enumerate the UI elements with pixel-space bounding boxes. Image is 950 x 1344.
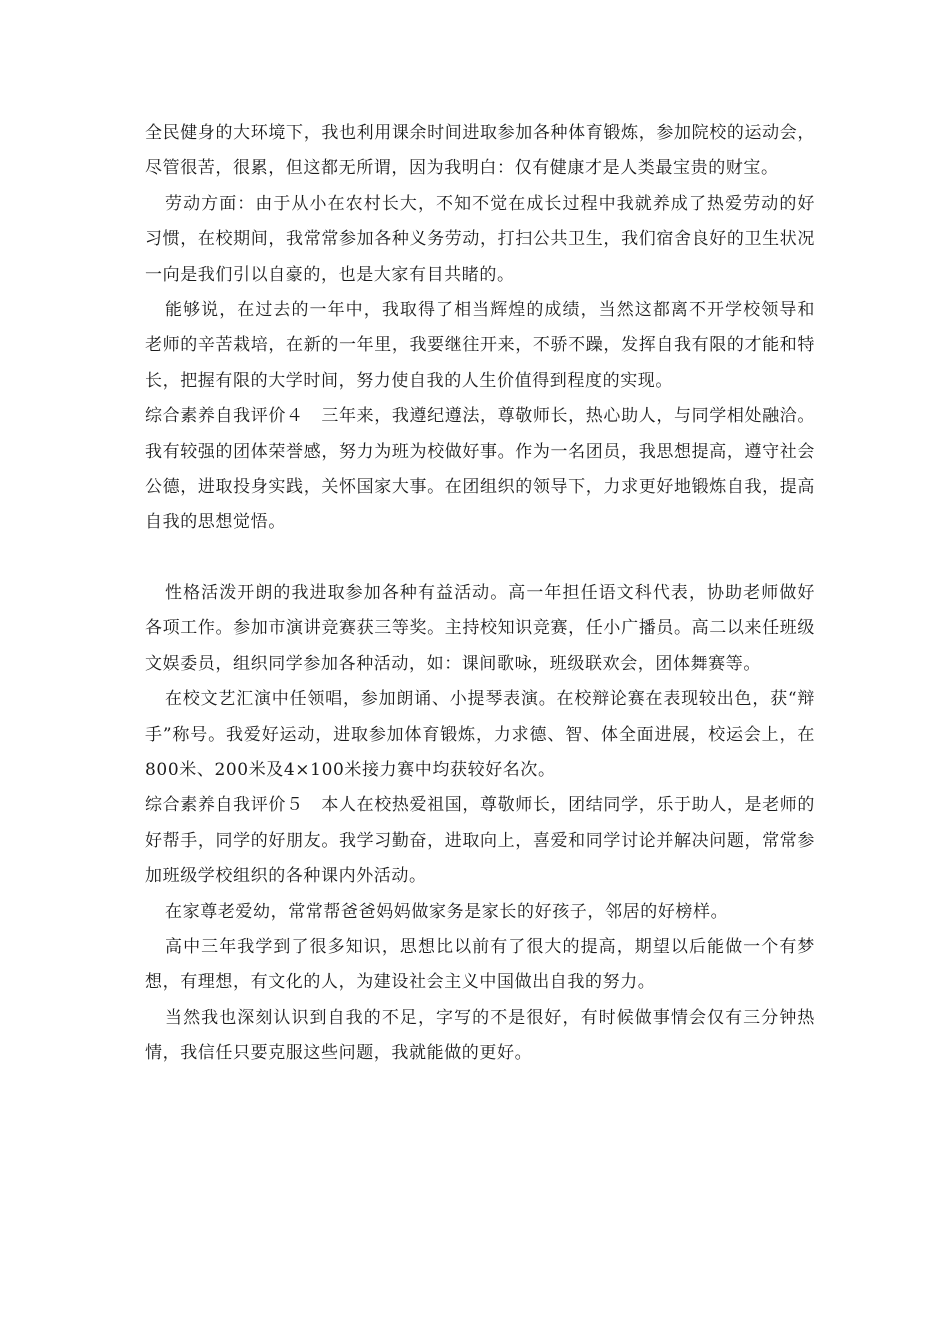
paragraph-family: 在家尊老爱幼，常常帮爸爸妈妈做家务是家长的好孩子，邻居的好榜样。 [165, 901, 729, 922]
paragraph-evaluation-5: 综合素养自我评价５ 本人在校热爱祖国，尊敬师长，团结同学，乐于助人，是老师的好帮手，同学的好朋友。我学习勤奋，进取向上，喜爱和同学讨论并解决问题，常常参加班级学校组织的各种课内外活动。 [145, 795, 815, 887]
paragraph-personality: 性格活泼开朗的我进取参加各种有益活动。高一年担任语文科代表，协助老师做好各项工作。参加市演讲竞赛获三等奖。主持校知识竞赛，任小广播员。高二以来任班级文娱委员，组织同学参加各种活动，如：课间歌咏，班级联欢会，团体舞赛等。 [145, 582, 815, 674]
paragraph-labor: 劳动方面：由于从小在农村长大，不知不觉在成长过程中我就养成了热爱劳动的好习惯，在校期间，我常常参加各种义务劳动，打扫公共卫生，我们宿舍良好的卫生状况一向是我们引以自豪的，也是大家有目共睹的。 [145, 193, 815, 285]
document-page [145, 116, 815, 1072]
paragraph-evaluation-4: 综合素养自我评价４ 三年来，我遵纪遵法，尊敬师长，热心助人，与同学相处融洽。我有较强的团体荣誉感，努力为班为校做好事。作为一名团员，我思想提高，遵守社会公德，进取投身实践，关怀国家大事。在团组织的领导下，力求更好地锻炼自我，提高自我的思想觉悟。 [145, 406, 815, 533]
paragraph-arts-sports: 在校文艺汇演中任领唱，参加朗诵、小提琴表演。在校辩论赛在表现较出色，获“辩手”称号。我爱好运动，进取参加体育锻炼，力求德、智、体全面进展，校运会上，在800米、200米及4×100米接力赛中均获较好名次。 [145, 689, 815, 780]
paragraph-high-school: 高中三年我学到了很多知识，思想比以前有了很大的提高，期望以后能做一个有梦想，有理想，有文化的人，为建设社会主义中国做出自我的努力。 [145, 936, 815, 993]
paragraph-fitness: 全民健身的大环境下，我也利用课余时间进取参加各种体育锻炼，参加院校的运动会，尽管很苦，很累，但这都无所谓，因为我明白：仅有健康才是人类最宝贵的财宝。 [145, 123, 815, 179]
paragraph-shortcomings: 当然我也深刻认识到自我的不足，字写的不是很好，有时候做事情会仅有三分钟热情，我信任只要克服这些问题，我就能做的更好。 [145, 1007, 815, 1064]
paragraph-achievements: 能够说，在过去的一年中，我取得了相当辉煌的成绩，当然这都离不开学校领导和老师的辛苦栽培，在新的一年里，我要继往开来，不骄不躁，发挥自我有限的才能和特长，把握有限的大学时间，努力使自我的人生价值得到程度的实现。 [145, 300, 815, 391]
